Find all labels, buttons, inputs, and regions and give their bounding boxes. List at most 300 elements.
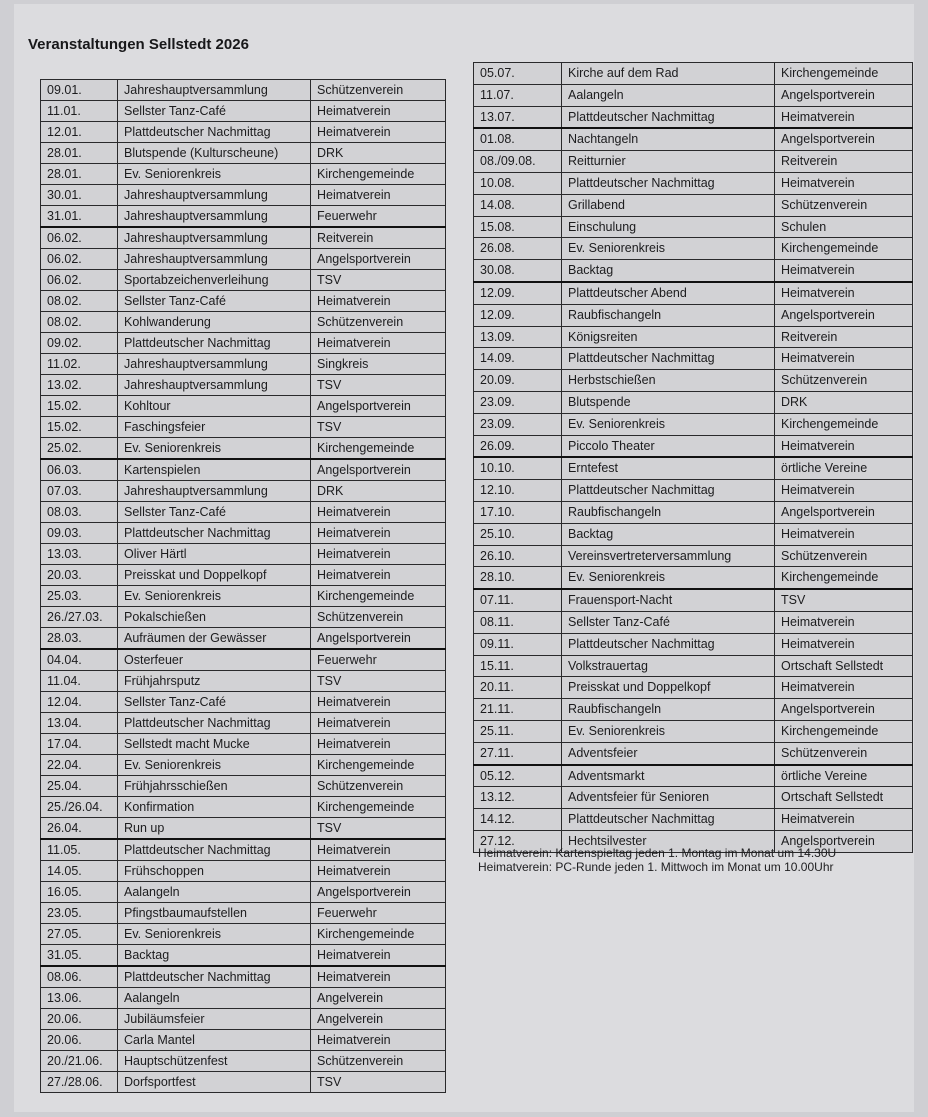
date-cell: 20.09. bbox=[474, 370, 562, 392]
date-cell: 30.08. bbox=[474, 260, 562, 282]
date-cell: 28.01. bbox=[41, 143, 118, 164]
organizer-cell: Schützenverein bbox=[311, 312, 446, 333]
table-row bbox=[41, 734, 446, 755]
organizer-cell: Ortschaft Sellstedt bbox=[775, 655, 913, 677]
date-cell: 11.05. bbox=[41, 839, 118, 861]
event-cell: Jahreshauptversammlung bbox=[118, 375, 311, 396]
date-cell: 11.01. bbox=[41, 101, 118, 122]
event-cell: Reitturnier bbox=[562, 151, 775, 173]
table-row bbox=[41, 671, 446, 692]
date-cell: 26.04. bbox=[41, 818, 118, 840]
organizer-cell: Singkreis bbox=[311, 354, 446, 375]
organizer-cell: Heimatverein bbox=[775, 172, 913, 194]
date-cell: 15.02. bbox=[41, 417, 118, 438]
date-cell: 11.02. bbox=[41, 354, 118, 375]
table-row bbox=[474, 435, 913, 457]
table-row bbox=[41, 164, 446, 185]
organizer-cell: Feuerwehr bbox=[311, 649, 446, 671]
event-cell: Piccolo Theater bbox=[562, 435, 775, 457]
event-cell: Volkstrauertag bbox=[562, 655, 775, 677]
table-row bbox=[41, 988, 446, 1009]
date-cell: 08.03. bbox=[41, 502, 118, 523]
event-cell: Backtag bbox=[118, 945, 311, 967]
footnote: Heimatverein: PC-Runde jeden 1. Mittwoch im Monat um 10.00Uhr bbox=[478, 860, 834, 874]
table-row bbox=[41, 354, 446, 375]
date-cell: 25.11. bbox=[474, 720, 562, 742]
event-cell: Aalangeln bbox=[118, 882, 311, 903]
date-cell: 12.04. bbox=[41, 692, 118, 713]
event-cell: Frauensport-Nacht bbox=[562, 589, 775, 611]
date-cell: 11.04. bbox=[41, 671, 118, 692]
table-row bbox=[41, 438, 446, 460]
organizer-cell: Kirchengemeinde bbox=[311, 755, 446, 776]
organizer-cell: Heimatverein bbox=[311, 523, 446, 544]
table-row bbox=[41, 1009, 446, 1030]
organizer-cell: Heimatverein bbox=[311, 565, 446, 586]
organizer-cell: Schützenverein bbox=[311, 80, 446, 101]
table-row bbox=[41, 523, 446, 544]
table-row bbox=[41, 417, 446, 438]
organizer-cell: Schützenverein bbox=[311, 1051, 446, 1072]
event-cell: Kirche auf dem Rad bbox=[562, 63, 775, 85]
organizer-cell: Reitverein bbox=[775, 151, 913, 173]
event-cell: Plattdeutscher Abend bbox=[562, 282, 775, 304]
date-cell: 09.11. bbox=[474, 633, 562, 655]
event-cell: Plattdeutscher Nachmittag bbox=[118, 523, 311, 544]
date-cell: 10.08. bbox=[474, 172, 562, 194]
date-cell: 20.11. bbox=[474, 677, 562, 699]
organizer-cell: Heimatverein bbox=[311, 839, 446, 861]
organizer-cell: Heimatverein bbox=[775, 260, 913, 282]
organizer-cell: Kirchengemeinde bbox=[775, 720, 913, 742]
organizer-cell: Kirchengemeinde bbox=[311, 164, 446, 185]
organizer-cell: Heimatverein bbox=[311, 734, 446, 755]
organizer-cell: Heimatverein bbox=[775, 809, 913, 831]
organizer-cell: Heimatverein bbox=[311, 502, 446, 523]
event-cell: Plattdeutscher Nachmittag bbox=[562, 480, 775, 502]
date-cell: 27.11. bbox=[474, 742, 562, 764]
table-row bbox=[41, 333, 446, 354]
event-cell: Kohltour bbox=[118, 396, 311, 417]
organizer-cell: Heimatverein bbox=[311, 101, 446, 122]
date-cell: 26.09. bbox=[474, 435, 562, 457]
table-row bbox=[41, 776, 446, 797]
table-row bbox=[474, 391, 913, 413]
date-cell: 20.06. bbox=[41, 1009, 118, 1030]
event-cell: Jahreshauptversammlung bbox=[118, 481, 311, 502]
event-cell: Run up bbox=[118, 818, 311, 840]
table-row bbox=[41, 861, 446, 882]
date-cell: 26.08. bbox=[474, 238, 562, 260]
date-cell: 07.11. bbox=[474, 589, 562, 611]
table-row bbox=[41, 628, 446, 650]
event-cell: Sellstedt macht Mucke bbox=[118, 734, 311, 755]
event-cell: Adventsfeier für Senioren bbox=[562, 787, 775, 809]
date-cell: 01.08. bbox=[474, 128, 562, 150]
event-cell: Vereinsvertreterversammlung bbox=[562, 545, 775, 567]
event-cell: Oliver Härtl bbox=[118, 544, 311, 565]
date-cell: 13.06. bbox=[41, 988, 118, 1009]
table-row bbox=[474, 151, 913, 173]
table-row bbox=[474, 413, 913, 435]
event-cell: Kartenspielen bbox=[118, 459, 311, 481]
organizer-cell: Kirchengemeinde bbox=[775, 63, 913, 85]
date-cell: 22.04. bbox=[41, 755, 118, 776]
table-row bbox=[41, 291, 446, 312]
event-cell: Sportabzeichenverleihung bbox=[118, 270, 311, 291]
table-row bbox=[41, 375, 446, 396]
event-cell: Jubiläumsfeier bbox=[118, 1009, 311, 1030]
organizer-cell: Kirchengemeinde bbox=[775, 413, 913, 435]
table-row bbox=[41, 206, 446, 228]
footnotes bbox=[478, 846, 836, 874]
date-cell: 23.09. bbox=[474, 391, 562, 413]
date-cell: 26./27.03. bbox=[41, 607, 118, 628]
date-cell: 15.11. bbox=[474, 655, 562, 677]
table-row bbox=[41, 396, 446, 417]
date-cell: 14.09. bbox=[474, 348, 562, 370]
table-row bbox=[41, 502, 446, 523]
event-cell: Ev. Seniorenkreis bbox=[118, 586, 311, 607]
event-cell: Faschingsfeier bbox=[118, 417, 311, 438]
organizer-cell: Feuerwehr bbox=[311, 903, 446, 924]
date-cell: 23.09. bbox=[474, 413, 562, 435]
organizer-cell: Angelsportverein bbox=[311, 628, 446, 650]
table-row bbox=[41, 459, 446, 481]
organizer-cell: Heimatverein bbox=[775, 435, 913, 457]
event-cell: Konfirmation bbox=[118, 797, 311, 818]
table-row bbox=[474, 304, 913, 326]
organizer-cell: Heimatverein bbox=[775, 480, 913, 502]
table-row bbox=[41, 607, 446, 628]
date-cell: 13.12. bbox=[474, 787, 562, 809]
organizer-cell: Angelsportverein bbox=[775, 830, 913, 852]
table-row bbox=[474, 172, 913, 194]
date-cell: 12.09. bbox=[474, 282, 562, 304]
event-cell: Königsreiten bbox=[562, 326, 775, 348]
organizer-cell: Heimatverein bbox=[775, 106, 913, 128]
date-cell: 20.06. bbox=[41, 1030, 118, 1051]
table-row bbox=[474, 326, 913, 348]
table-row bbox=[41, 924, 446, 945]
date-cell: 26.10. bbox=[474, 545, 562, 567]
date-cell: 15.02. bbox=[41, 396, 118, 417]
table-row bbox=[474, 677, 913, 699]
event-cell: Ev. Seniorenkreis bbox=[118, 924, 311, 945]
event-cell: Raubfischangeln bbox=[562, 304, 775, 326]
organizer-cell: Heimatverein bbox=[311, 1030, 446, 1051]
event-cell: Raubfischangeln bbox=[562, 699, 775, 721]
table-row bbox=[41, 649, 446, 671]
date-cell: 14.08. bbox=[474, 194, 562, 216]
organizer-cell: Angelsportverein bbox=[775, 304, 913, 326]
event-cell: Jahreshauptversammlung bbox=[118, 206, 311, 228]
date-cell: 05.12. bbox=[474, 765, 562, 787]
table-row bbox=[41, 755, 446, 776]
organizer-cell: Heimatverein bbox=[311, 544, 446, 565]
table-row bbox=[474, 633, 913, 655]
organizer-cell: Schützenverein bbox=[775, 194, 913, 216]
organizer-cell: Kirchengemeinde bbox=[311, 586, 446, 607]
organizer-cell: Heimatverein bbox=[775, 633, 913, 655]
event-cell: Blutspende bbox=[562, 391, 775, 413]
organizer-cell: örtliche Vereine bbox=[775, 457, 913, 479]
organizer-cell: Heimatverein bbox=[775, 282, 913, 304]
table-row bbox=[41, 270, 446, 291]
date-cell: 09.02. bbox=[41, 333, 118, 354]
event-cell: Herbstschießen bbox=[562, 370, 775, 392]
table-row bbox=[474, 260, 913, 282]
table-row bbox=[474, 282, 913, 304]
event-cell: Sellster Tanz-Café bbox=[118, 502, 311, 523]
event-cell: Plattdeutscher Nachmittag bbox=[118, 333, 311, 354]
organizer-cell: Kirchengemeinde bbox=[775, 567, 913, 589]
table-row bbox=[474, 457, 913, 479]
organizer-cell: Heimatverein bbox=[311, 291, 446, 312]
organizer-cell: Heimatverein bbox=[775, 348, 913, 370]
date-cell: 28.03. bbox=[41, 628, 118, 650]
date-cell: 28.01. bbox=[41, 164, 118, 185]
event-cell: Ev. Seniorenkreis bbox=[562, 567, 775, 589]
date-cell: 25./26.04. bbox=[41, 797, 118, 818]
date-cell: 21.11. bbox=[474, 699, 562, 721]
date-cell: 08./09.08. bbox=[474, 151, 562, 173]
event-cell: Osterfeuer bbox=[118, 649, 311, 671]
date-cell: 12.10. bbox=[474, 480, 562, 502]
event-cell: Jahreshauptversammlung bbox=[118, 185, 311, 206]
organizer-cell: Angelsportverein bbox=[311, 459, 446, 481]
event-cell: Plattdeutscher Nachmittag bbox=[118, 966, 311, 988]
date-cell: 12.01. bbox=[41, 122, 118, 143]
event-cell: Frühjahrsschießen bbox=[118, 776, 311, 797]
table-row bbox=[41, 1030, 446, 1051]
organizer-cell: Schützenverein bbox=[311, 607, 446, 628]
event-cell: Pokalschießen bbox=[118, 607, 311, 628]
event-cell: Adventsmarkt bbox=[562, 765, 775, 787]
date-cell: 13.03. bbox=[41, 544, 118, 565]
table-row bbox=[474, 480, 913, 502]
organizer-cell: Heimatverein bbox=[311, 966, 446, 988]
document-title: Veranstaltungen Sellstedt 2026 bbox=[28, 36, 249, 53]
organizer-cell: Kirchengemeinde bbox=[311, 797, 446, 818]
event-cell: Preisskat und Doppelkopf bbox=[118, 565, 311, 586]
table-row bbox=[41, 80, 446, 101]
event-cell: Plattdeutscher Nachmittag bbox=[562, 348, 775, 370]
date-cell: 06.02. bbox=[41, 270, 118, 291]
event-cell: Kohlwanderung bbox=[118, 312, 311, 333]
table-row bbox=[474, 63, 913, 85]
event-cell: Raubfischangeln bbox=[562, 501, 775, 523]
date-cell: 20./21.06. bbox=[41, 1051, 118, 1072]
table-row bbox=[474, 348, 913, 370]
date-cell: 14.05. bbox=[41, 861, 118, 882]
event-cell: Blutspende (Kulturscheune) bbox=[118, 143, 311, 164]
events-table-jul-dec bbox=[473, 62, 913, 853]
event-cell: Plattdeutscher Nachmittag bbox=[562, 172, 775, 194]
date-cell: 08.02. bbox=[41, 312, 118, 333]
organizer-cell: TSV bbox=[311, 671, 446, 692]
table-row bbox=[474, 699, 913, 721]
table-row bbox=[474, 611, 913, 633]
organizer-cell: Angelsportverein bbox=[775, 501, 913, 523]
event-cell: Nachtangeln bbox=[562, 128, 775, 150]
event-cell: Sellster Tanz-Café bbox=[118, 692, 311, 713]
table-row bbox=[474, 809, 913, 831]
organizer-cell: Heimatverein bbox=[775, 677, 913, 699]
table-row bbox=[41, 586, 446, 607]
table-row bbox=[474, 742, 913, 764]
date-cell: 23.05. bbox=[41, 903, 118, 924]
date-cell: 17.04. bbox=[41, 734, 118, 755]
table-row bbox=[41, 692, 446, 713]
organizer-cell: Angelsportverein bbox=[311, 396, 446, 417]
organizer-cell: Angelverein bbox=[311, 988, 446, 1009]
organizer-cell: Schützenverein bbox=[775, 545, 913, 567]
organizer-cell: Angelsportverein bbox=[775, 128, 913, 150]
event-cell: Preisskat und Doppelkopf bbox=[562, 677, 775, 699]
event-cell: Aufräumen der Gewässer bbox=[118, 628, 311, 650]
event-cell: Einschulung bbox=[562, 216, 775, 238]
date-cell: 15.08. bbox=[474, 216, 562, 238]
event-cell: Ev. Seniorenkreis bbox=[118, 438, 311, 460]
table-row bbox=[41, 544, 446, 565]
date-cell: 25.10. bbox=[474, 523, 562, 545]
table-row bbox=[474, 216, 913, 238]
organizer-cell: Heimatverein bbox=[311, 185, 446, 206]
date-cell: 27.05. bbox=[41, 924, 118, 945]
organizer-cell: TSV bbox=[311, 417, 446, 438]
date-cell: 07.03. bbox=[41, 481, 118, 502]
organizer-cell: Kirchengemeinde bbox=[775, 238, 913, 260]
table-row bbox=[474, 589, 913, 611]
date-cell: 16.05. bbox=[41, 882, 118, 903]
table-row bbox=[474, 765, 913, 787]
date-cell: 13.02. bbox=[41, 375, 118, 396]
table-row bbox=[41, 1072, 446, 1093]
table-row bbox=[474, 238, 913, 260]
date-cell: 13.09. bbox=[474, 326, 562, 348]
event-cell: Backtag bbox=[562, 260, 775, 282]
date-cell: 20.03. bbox=[41, 565, 118, 586]
organizer-cell: Schulen bbox=[775, 216, 913, 238]
date-cell: 14.12. bbox=[474, 809, 562, 831]
event-cell: Sellster Tanz-Café bbox=[118, 291, 311, 312]
event-cell: Dorfsportfest bbox=[118, 1072, 311, 1093]
event-cell: Jahreshauptversammlung bbox=[118, 80, 311, 101]
table-row bbox=[41, 481, 446, 502]
date-cell: 27.12. bbox=[474, 830, 562, 852]
table-row bbox=[41, 227, 446, 249]
organizer-cell: TSV bbox=[311, 1072, 446, 1093]
organizer-cell: TSV bbox=[775, 589, 913, 611]
date-cell: 08.02. bbox=[41, 291, 118, 312]
table-row bbox=[474, 501, 913, 523]
table-row bbox=[474, 370, 913, 392]
organizer-cell: Heimatverein bbox=[311, 692, 446, 713]
table-row bbox=[41, 249, 446, 270]
table-row bbox=[474, 787, 913, 809]
event-cell: Plattdeutscher Nachmittag bbox=[562, 809, 775, 831]
event-cell: Pfingstbaumaufstellen bbox=[118, 903, 311, 924]
organizer-cell: TSV bbox=[311, 375, 446, 396]
table-row bbox=[41, 839, 446, 861]
date-cell: 06.02. bbox=[41, 227, 118, 249]
table-row bbox=[41, 143, 446, 164]
organizer-cell: Schützenverein bbox=[775, 742, 913, 764]
organizer-cell: Heimatverein bbox=[311, 861, 446, 882]
date-cell: 08.11. bbox=[474, 611, 562, 633]
organizer-cell: Heimatverein bbox=[311, 713, 446, 734]
date-cell: 25.04. bbox=[41, 776, 118, 797]
event-cell: Sellster Tanz-Café bbox=[118, 101, 311, 122]
event-cell: Jahreshauptversammlung bbox=[118, 227, 311, 249]
event-cell: Grillabend bbox=[562, 194, 775, 216]
organizer-cell: Heimatverein bbox=[775, 523, 913, 545]
date-cell: 06.03. bbox=[41, 459, 118, 481]
table-row bbox=[41, 565, 446, 586]
table-row bbox=[41, 1051, 446, 1072]
event-cell: Hauptschützenfest bbox=[118, 1051, 311, 1072]
event-cell: Backtag bbox=[562, 523, 775, 545]
table-row bbox=[41, 312, 446, 333]
date-cell: 25.03. bbox=[41, 586, 118, 607]
organizer-cell: TSV bbox=[311, 270, 446, 291]
event-cell: Ev. Seniorenkreis bbox=[118, 164, 311, 185]
table-row bbox=[474, 720, 913, 742]
organizer-cell: Feuerwehr bbox=[311, 206, 446, 228]
organizer-cell: Angelverein bbox=[311, 1009, 446, 1030]
organizer-cell: Angelsportverein bbox=[775, 699, 913, 721]
event-cell: Carla Mantel bbox=[118, 1030, 311, 1051]
organizer-cell: Reitverein bbox=[775, 326, 913, 348]
organizer-cell: TSV bbox=[311, 818, 446, 840]
organizer-cell: Angelsportverein bbox=[775, 84, 913, 106]
date-cell: 17.10. bbox=[474, 501, 562, 523]
table-row bbox=[474, 84, 913, 106]
table-row bbox=[474, 523, 913, 545]
organizer-cell: Angelsportverein bbox=[311, 882, 446, 903]
date-cell: 31.05. bbox=[41, 945, 118, 967]
date-cell: 12.09. bbox=[474, 304, 562, 326]
event-cell: Ev. Seniorenkreis bbox=[562, 238, 775, 260]
date-cell: 31.01. bbox=[41, 206, 118, 228]
organizer-cell: DRK bbox=[775, 391, 913, 413]
table-row bbox=[41, 797, 446, 818]
table-row bbox=[474, 545, 913, 567]
event-cell: Plattdeutscher Nachmittag bbox=[118, 839, 311, 861]
event-cell: Ev. Seniorenkreis bbox=[562, 413, 775, 435]
date-cell: 27./28.06. bbox=[41, 1072, 118, 1093]
table-row bbox=[41, 101, 446, 122]
table-row bbox=[474, 106, 913, 128]
organizer-cell: örtliche Vereine bbox=[775, 765, 913, 787]
event-cell: Jahreshauptversammlung bbox=[118, 354, 311, 375]
event-cell: Plattdeutscher Nachmittag bbox=[118, 713, 311, 734]
date-cell: 13.04. bbox=[41, 713, 118, 734]
footnote: Heimatverein: Kartenspieltag jeden 1. Montag im Monat um 14.30U bbox=[478, 846, 837, 860]
date-cell: 11.07. bbox=[474, 84, 562, 106]
organizer-cell: Kirchengemeinde bbox=[311, 438, 446, 460]
table-row bbox=[474, 128, 913, 150]
date-cell: 09.01. bbox=[41, 80, 118, 101]
table-row bbox=[474, 194, 913, 216]
table-row bbox=[474, 567, 913, 589]
event-cell: Aalangeln bbox=[562, 84, 775, 106]
event-cell: Plattdeutscher Nachmittag bbox=[562, 633, 775, 655]
table-row bbox=[474, 655, 913, 677]
organizer-cell: DRK bbox=[311, 481, 446, 502]
table-row bbox=[41, 818, 446, 840]
